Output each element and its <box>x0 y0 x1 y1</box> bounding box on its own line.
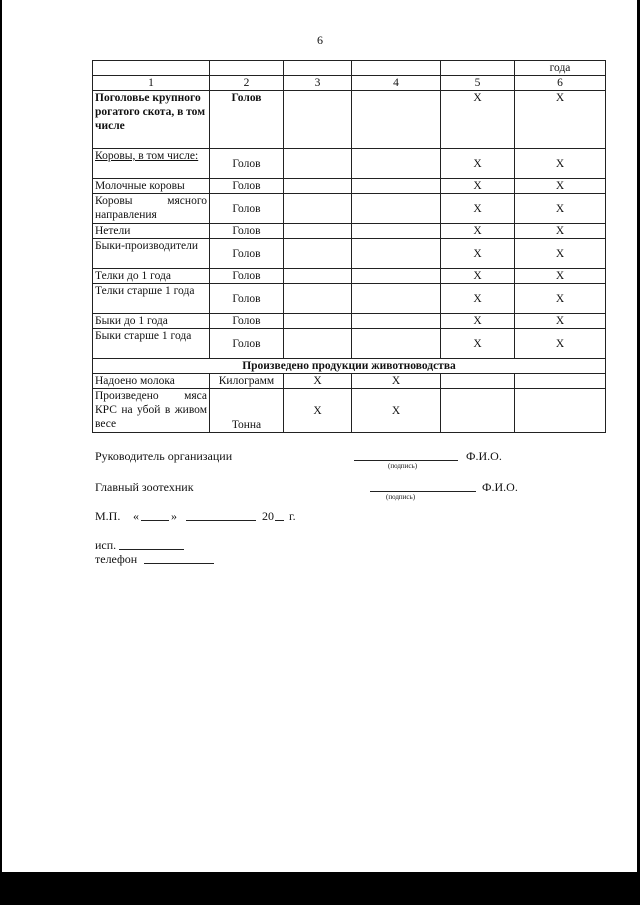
row-unit: Голов <box>210 239 284 269</box>
row-name: Надоено молока <box>93 374 210 389</box>
col-num-2: 2 <box>210 76 284 91</box>
row-unit: Голов <box>210 224 284 239</box>
row-unit: Голов <box>210 329 284 359</box>
row-unit: Килограмм <box>210 374 284 389</box>
x-mark: X <box>441 269 515 284</box>
day-line <box>141 507 169 521</box>
x-mark: X <box>441 284 515 314</box>
x-mark: X <box>515 149 606 179</box>
table-row <box>93 269 606 284</box>
column-number-row <box>93 76 606 91</box>
row-unit: Голов <box>210 314 284 329</box>
x-mark: X <box>515 224 606 239</box>
row-name: Поголовье крупного рогатого скота, в том числе <box>93 91 210 149</box>
table-row <box>93 194 606 224</box>
scan-bottom-border <box>0 872 640 905</box>
row-name: Быки до 1 года <box>93 314 210 329</box>
x-mark: X <box>352 389 441 433</box>
year-suffix: г. <box>289 509 296 523</box>
head-fio: Ф.И.О. <box>466 449 502 463</box>
row-name: Произведено мяса КРС на убой в живом весе <box>93 389 210 433</box>
x-mark: X <box>441 239 515 269</box>
table-row <box>93 374 606 389</box>
phone-label: телефон <box>95 552 138 566</box>
x-mark: X <box>441 314 515 329</box>
row-unit: Голов <box>210 149 284 179</box>
row-name: Быки старше 1 года <box>93 329 210 359</box>
x-mark: X <box>515 179 606 194</box>
table-row <box>93 91 606 149</box>
table-row <box>93 284 606 314</box>
section-title: Произведено продукции животноводства <box>93 359 606 374</box>
col-num-6: 6 <box>515 76 606 91</box>
year-label: года <box>515 61 606 76</box>
x-mark: X <box>441 149 515 179</box>
x-mark: X <box>284 389 352 433</box>
row-name: Нетели <box>93 224 210 239</box>
row-unit: Голов <box>210 269 284 284</box>
row-name: Молочные коровы <box>93 179 210 194</box>
x-mark: X <box>441 329 515 359</box>
row-unit: Голов <box>210 194 284 224</box>
row-name: Телки до 1 года <box>93 269 210 284</box>
col-num-5: 5 <box>441 76 515 91</box>
table-row <box>93 329 606 359</box>
x-mark: X <box>352 374 441 389</box>
row-name: Коровы, в том числе: <box>93 149 210 179</box>
col-num-4: 4 <box>352 76 441 91</box>
x-mark: X <box>515 314 606 329</box>
table-row <box>93 239 606 269</box>
table-header-row <box>93 61 606 76</box>
col-num-3: 3 <box>284 76 352 91</box>
phone-line <box>144 550 214 564</box>
x-mark: X <box>515 269 606 284</box>
row-unit: Тонна <box>210 389 284 433</box>
x-mark: X <box>441 179 515 194</box>
x-mark: X <box>284 374 352 389</box>
date-open-quote: « <box>133 509 139 523</box>
row-name: Быки-производители <box>93 239 210 269</box>
scan-edge-left <box>0 0 2 905</box>
row-name: Коровы мясного направления <box>93 194 210 224</box>
x-mark: X <box>515 284 606 314</box>
table-row <box>93 224 606 239</box>
executor-line <box>119 536 184 550</box>
row-unit: Голов <box>210 91 284 149</box>
x-mark: X <box>441 91 515 149</box>
x-mark: X <box>441 224 515 239</box>
x-mark: X <box>515 239 606 269</box>
year-line <box>275 507 284 521</box>
x-mark: X <box>515 91 606 149</box>
x-mark: X <box>515 329 606 359</box>
zootechnician-signature-caption: (подпись) <box>386 493 416 501</box>
row-unit: Голов <box>210 284 284 314</box>
year-prefix: 20 <box>262 509 274 523</box>
stamp-place: М.П. <box>95 509 121 523</box>
col-num-1: 1 <box>93 76 210 91</box>
livestock-table <box>92 60 606 433</box>
date-close-quote: » <box>171 509 177 523</box>
row-unit: Голов <box>210 179 284 194</box>
table-row <box>93 179 606 194</box>
head-label: Руководитель организации <box>95 449 233 463</box>
head-signature-caption: (подпись) <box>388 462 418 470</box>
zootechnician-fio: Ф.И.О. <box>482 480 518 494</box>
x-mark: X <box>441 194 515 224</box>
x-mark: X <box>515 194 606 224</box>
section-row <box>93 359 606 374</box>
zootechnician-label: Главный зоотехник <box>95 480 194 494</box>
table-row <box>93 314 606 329</box>
head-signature-line <box>354 447 458 461</box>
table-row <box>93 149 606 179</box>
zootechnician-signature-line <box>370 478 476 492</box>
row-name: Телки старше 1 года <box>93 284 210 314</box>
page-number: 6 <box>317 33 323 47</box>
executor-label: исп. <box>95 538 117 552</box>
table-row <box>93 389 606 433</box>
month-line <box>186 507 256 521</box>
